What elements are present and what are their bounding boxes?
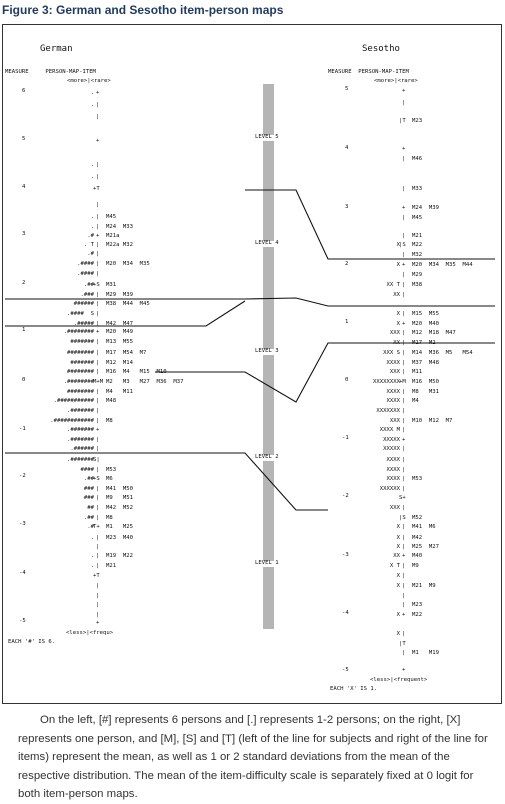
german-measure-tick: -1 <box>19 426 26 432</box>
person-marks: ### <box>83 486 94 492</box>
scale-separator: | <box>96 251 100 257</box>
item-labels: M8 <box>106 418 113 424</box>
person-marks: XXXX <box>386 457 400 463</box>
scale-separator: + <box>402 262 406 268</box>
level-label-2: LEVEL 2 <box>255 454 279 460</box>
sesotho-footer: EACH 'X' IS 1. <box>330 686 378 692</box>
person-marks: ### <box>83 495 94 501</box>
scale-separator: | <box>96 114 100 120</box>
person-marks: . <box>90 553 94 559</box>
scale-separator: | <box>402 573 406 579</box>
item-labels: M12 M18 M47 <box>412 330 456 336</box>
scale-separator: | <box>402 593 406 599</box>
person-marks: ######## <box>67 389 94 395</box>
scale-separator: | <box>402 215 406 221</box>
scale-separator: | <box>402 476 406 482</box>
sesotho-measure-tick: 1 <box>345 319 349 325</box>
scale-separator: | <box>402 340 406 346</box>
item-labels: M46 <box>412 156 423 162</box>
person-marks: XXXXX <box>383 446 400 452</box>
item-labels: M22a M32 <box>106 242 133 248</box>
sesotho-measure-tick: -4 <box>342 610 349 616</box>
sesotho-measure-tick: -1 <box>342 435 349 441</box>
person-marks: X <box>396 321 400 327</box>
person-marks: ####### <box>70 339 94 345</box>
scale-separator: | <box>96 301 100 307</box>
scale-separator: |S <box>399 242 406 248</box>
figure-title: Figure 3: German and Sesotho item-person maps <box>2 3 284 17</box>
person-marks: XX <box>393 292 400 298</box>
person-marks: XX <box>393 340 400 346</box>
scale-separator: | <box>402 544 406 550</box>
scale-separator: | <box>96 321 100 327</box>
item-labels: M8 M31 <box>412 389 439 395</box>
person-marks: XXX <box>389 330 400 336</box>
person-marks: .########### <box>53 398 94 404</box>
person-marks: . <box>90 535 94 541</box>
scale-separator: | <box>402 583 406 589</box>
item-labels: M9 <box>412 563 419 569</box>
scale-separator: | <box>402 272 406 278</box>
scale-separator: | <box>402 233 406 239</box>
scale-separator: +T <box>93 186 100 192</box>
scale-separator: + <box>96 427 100 433</box>
person-marks: .#### S <box>67 311 94 317</box>
sesotho-measure-tick: 5 <box>345 86 349 92</box>
scale-separator: | <box>402 467 406 473</box>
item-labels: M1 M19 <box>412 650 439 656</box>
item-labels: M29 M39 <box>106 292 133 298</box>
scale-separator: +T <box>93 573 100 579</box>
scale-separator: | <box>402 505 406 511</box>
item-labels: M13 M55 <box>106 339 133 345</box>
item-labels: M20 M49 <box>106 329 133 335</box>
scale-separator: | <box>96 292 100 298</box>
person-marks: .#### <box>77 271 94 277</box>
scale-separator: + <box>402 321 406 327</box>
person-marks: X <box>396 535 400 541</box>
scale-separator: | <box>402 252 406 258</box>
item-labels: M12 M14 <box>106 360 133 366</box>
scale-separator: |T <box>399 118 406 124</box>
person-marks: .## <box>83 515 94 521</box>
scale-separator: M+M <box>93 379 104 385</box>
item-labels: M41 M50 <box>106 486 133 492</box>
person-marks: .## <box>83 476 94 482</box>
item-labels: M21 <box>412 233 423 239</box>
scale-separator: | <box>402 535 406 541</box>
person-marks: .###### <box>70 446 94 452</box>
sesotho-measure-tick: 2 <box>345 261 349 267</box>
scale-separator: | <box>96 389 100 395</box>
item-labels: M20 M40 <box>412 321 439 327</box>
item-labels: M38 <box>412 282 423 288</box>
scale-separator: | <box>402 369 406 375</box>
person-marks: XXXX <box>386 467 400 473</box>
scale-separator: + <box>402 667 406 673</box>
person-marks: .####### <box>67 408 94 414</box>
german-measure-tick: 2 <box>22 280 26 286</box>
scale-separator: | <box>96 583 100 589</box>
scale-separator: | <box>96 602 100 608</box>
person-marks: XXXXXXX <box>376 408 400 414</box>
scale-separator: | <box>96 261 100 267</box>
item-labels: M21a <box>106 233 120 239</box>
item-labels: M22 <box>412 612 423 618</box>
scale-separator: + <box>402 88 406 94</box>
person-marks: .## <box>83 282 94 288</box>
person-marks: .####### <box>67 457 94 463</box>
scale-separator: | <box>96 162 100 168</box>
german-measure-tick: 1 <box>22 327 26 333</box>
scale-separator: | <box>96 202 100 208</box>
scale-separator: | <box>96 350 100 356</box>
person-marks: ## <box>87 505 94 511</box>
item-labels: M9 M51 <box>106 495 133 501</box>
sesotho-measure-tick: 3 <box>345 204 349 210</box>
sesotho-bottom-header: <less>|<frequent> <box>370 677 428 683</box>
person-marks: X <box>396 524 400 530</box>
scale-separator: | <box>96 515 100 521</box>
item-labels: M38 M44 M45 <box>106 301 150 307</box>
scale-separator: | <box>402 282 406 288</box>
person-marks: . <box>90 174 94 180</box>
person-marks: .# <box>87 251 94 257</box>
scale-separator: | <box>96 505 100 511</box>
level-label-3: LEVEL 3 <box>255 348 279 354</box>
person-marks: ######## <box>67 350 94 356</box>
person-marks: XXXX M <box>379 427 400 433</box>
scale-separator: | <box>96 369 100 375</box>
level-label-1: LEVEL 1 <box>255 560 279 566</box>
scale-separator: | <box>402 563 406 569</box>
person-marks: ###### <box>73 301 94 307</box>
item-labels: M33 <box>412 186 423 192</box>
german-measure-tick: 3 <box>22 231 26 237</box>
scale-separator: | <box>402 650 406 656</box>
item-labels: M45 <box>412 215 423 221</box>
scale-separator: +S <box>93 476 100 482</box>
person-marks: XXXX <box>386 360 400 366</box>
person-marks: .####### <box>67 437 94 443</box>
scale-separator: | <box>402 427 406 433</box>
scale-separator: | <box>402 486 406 492</box>
scale-separator: | <box>402 398 406 404</box>
item-labels: M31 <box>106 282 117 288</box>
german-measure-tick: -5 <box>19 618 26 624</box>
scale-separator: | <box>96 271 100 277</box>
german-measure-tick: 4 <box>22 184 26 190</box>
scale-separator: | <box>96 418 100 424</box>
item-labels: M21 M9 <box>412 583 436 589</box>
sesotho-measure-tick: 0 <box>345 377 349 383</box>
scale-separator: | <box>96 360 100 366</box>
german-bottom-header: <less>|<frequ> <box>66 630 114 636</box>
person-marks: XXX <box>389 418 400 424</box>
caption-paragraph: On the left, [#] represents 6 persons and [.] represents 1-2 persons; on the right, [X] represents one person, and [M], [S] and [T] (left of the line for subjects and right of the line for items) represent the mean, as well as 1 or 2 standard deviations from the mean of the respective distribution. The mean of the item-difficulty scale is separately fixed at 0 logit for both item-person maps. <box>18 714 488 800</box>
scale-separator: | <box>96 224 100 230</box>
person-marks: X <box>396 262 400 268</box>
scale-separator: | <box>96 408 100 414</box>
person-marks: X <box>396 311 400 317</box>
scale-separator: | <box>96 174 100 180</box>
item-labels: M25 M27 <box>412 544 439 550</box>
person-marks: XX T <box>386 282 400 288</box>
person-marks: ####### <box>70 360 94 366</box>
person-marks: . <box>90 90 94 96</box>
german-footer: EACH '#' IS 6. <box>8 639 56 645</box>
sesotho-measure-tick: -2 <box>342 493 349 499</box>
person-marks: .####### <box>67 427 94 433</box>
item-labels: M15 M55 <box>412 311 439 317</box>
person-marks: X <box>396 573 400 579</box>
person-marks: XXX <box>389 369 400 375</box>
person-marks: XXXX <box>386 476 400 482</box>
item-labels: M40 <box>412 553 423 559</box>
person-marks: .##### <box>73 321 94 327</box>
german-measure-tick: -2 <box>19 473 26 479</box>
item-labels: M17 M54 M7 <box>106 350 147 356</box>
person-marks: XXX S <box>383 350 400 356</box>
german-measure-tick: 0 <box>22 377 26 383</box>
scale-separator: | <box>402 292 406 298</box>
scale-separator: +S <box>93 282 100 288</box>
item-labels: M23 <box>412 602 423 608</box>
item-labels: M24 M33 <box>106 224 133 230</box>
item-labels: M32 <box>412 252 423 258</box>
person-marks: . <box>90 162 94 168</box>
item-labels: M24 M39 <box>412 205 439 211</box>
scale-separator: +M <box>399 379 406 385</box>
person-marks: #### <box>80 467 94 473</box>
german-sub-header: <more>|<rare> <box>67 78 111 84</box>
person-marks: X <box>396 583 400 589</box>
center-scale-bar <box>263 84 274 629</box>
item-labels: M14 M36 M5 M54 <box>412 350 473 356</box>
sesotho-map-title: Sesotho <box>362 44 400 54</box>
person-marks: XXXXXX <box>379 486 400 492</box>
german-measure-tick: 6 <box>22 88 26 94</box>
scale-separator: | <box>96 553 100 559</box>
item-labels: M8 <box>106 515 113 521</box>
item-labels: M20 M34 M35 M44 <box>412 262 473 268</box>
person-marks: X <box>396 242 400 248</box>
scale-separator: | <box>96 437 100 443</box>
sesotho-col-header: MEASURE PERSON-MAP-ITEM <box>328 69 409 75</box>
scale-separator: | <box>402 457 406 463</box>
person-marks: XX <box>393 553 400 559</box>
scale-separator: T+ <box>93 524 100 530</box>
scale-separator: | <box>402 330 406 336</box>
person-marks: X <box>396 544 400 550</box>
german-col-header: MEASURE PERSON-MAP-ITEM <box>5 69 96 75</box>
scale-separator: + <box>402 146 406 152</box>
item-labels: M53 <box>412 476 423 482</box>
sesotho-measure-tick: -3 <box>342 552 349 558</box>
german-measure-tick: -3 <box>19 521 26 527</box>
item-labels: M29 <box>412 272 423 278</box>
scale-separator: + <box>96 233 100 239</box>
person-marks: .# <box>87 524 94 530</box>
scale-separator: | <box>402 186 406 192</box>
scale-separator: | <box>96 535 100 541</box>
person-marks: .# <box>87 233 94 239</box>
scale-separator: |T <box>399 641 406 647</box>
sesotho-measure-tick: -5 <box>342 667 349 673</box>
scale-separator: | <box>402 418 406 424</box>
item-labels: M37 M48 <box>412 360 439 366</box>
item-labels: M41 M6 <box>412 524 436 530</box>
scale-separator: | <box>96 544 100 550</box>
person-marks: .######## <box>63 379 94 385</box>
person-marks: .############ <box>50 418 94 424</box>
scale-separator: + <box>402 437 406 443</box>
scale-separator: + <box>96 138 100 144</box>
item-labels: M16 M50 <box>412 379 439 385</box>
person-marks: . <box>90 224 94 230</box>
item-labels: M45 <box>106 214 117 220</box>
item-labels: M11 <box>412 369 423 375</box>
item-labels: M23 <box>412 118 423 124</box>
scale-separator: | <box>96 612 100 618</box>
scale-separator: | <box>402 311 406 317</box>
item-labels: M48 <box>106 398 117 404</box>
scale-separator: | <box>96 242 100 248</box>
scale-separator: | <box>402 446 406 452</box>
person-marks: . <box>90 102 94 108</box>
scale-separator: | <box>96 563 100 569</box>
item-labels: M21 <box>106 563 117 569</box>
person-marks: XXXXXXXX <box>373 379 400 385</box>
scale-separator: + <box>96 620 100 626</box>
level-label-4: LEVEL 4 <box>255 240 279 246</box>
item-labels: M6 <box>106 476 113 482</box>
person-marks: .#### <box>77 261 94 267</box>
item-labels: M1 M25 <box>106 524 133 530</box>
item-labels: M4 <box>412 398 419 404</box>
scale-separator: + <box>96 90 100 96</box>
scale-separator: S| <box>93 457 100 463</box>
scale-separator: + <box>402 553 406 559</box>
scale-separator: | <box>402 524 406 530</box>
figure-caption <box>18 711 496 804</box>
person-marks: . T <box>83 242 94 248</box>
scale-separator: + <box>402 205 406 211</box>
item-labels: M53 <box>106 467 117 473</box>
sesotho-sub-header: <more>|<rare> <box>374 78 418 84</box>
scale-separator: | <box>402 156 406 162</box>
person-marks: . <box>90 563 94 569</box>
person-marks: X T <box>389 563 400 569</box>
item-labels: M22 <box>412 242 423 248</box>
scale-separator: | <box>96 339 100 345</box>
person-marks: . <box>90 214 94 220</box>
scale-separator: S+ <box>399 495 406 501</box>
scale-separator: | <box>402 389 406 395</box>
scale-separator: | <box>402 100 406 106</box>
scale-separator: | <box>96 486 100 492</box>
scale-separator: | <box>402 408 406 414</box>
scale-separator: + <box>96 329 100 335</box>
scale-separator: | <box>96 446 100 452</box>
item-labels: M17 M2 <box>412 340 436 346</box>
boundary-line-2-1 <box>5 453 328 510</box>
german-measure-tick: -4 <box>19 570 26 576</box>
scale-separator: |S <box>399 515 406 521</box>
item-labels: M42 M52 <box>106 505 133 511</box>
person-marks: ######## <box>67 369 94 375</box>
german-measure-tick: 5 <box>22 136 26 142</box>
scale-separator: | <box>96 214 100 220</box>
scale-separator: + <box>402 612 406 618</box>
item-labels: M42 M47 <box>106 321 133 327</box>
scale-separator: | <box>96 593 100 599</box>
scale-separator: | <box>402 360 406 366</box>
person-marks: XXXX <box>386 398 400 404</box>
item-labels: M16 M4 M15 M10 <box>106 369 167 375</box>
sesotho-measure-tick: 4 <box>345 145 349 151</box>
boundary-line-5-4 <box>245 190 495 259</box>
person-marks: XXXX <box>386 389 400 395</box>
german-map-title: German <box>40 44 73 54</box>
item-labels: M42 <box>412 535 423 541</box>
scale-separator: | <box>402 602 406 608</box>
scale-separator: | <box>96 398 100 404</box>
person-marks: .######## <box>63 329 94 335</box>
scale-separator: | <box>402 631 406 637</box>
scale-separator: | <box>96 102 100 108</box>
scale-separator: | <box>402 350 406 356</box>
scale-separator: | <box>96 495 100 501</box>
item-labels: M19 M22 <box>106 553 133 559</box>
person-marks: X <box>396 631 400 637</box>
item-labels: M4 M11 <box>106 389 133 395</box>
person-marks: .### <box>80 292 94 298</box>
scale-separator: | <box>96 311 100 317</box>
item-labels: M20 M34 M35 <box>106 261 150 267</box>
person-marks: XXX <box>389 505 400 511</box>
item-labels: M52 <box>412 515 423 521</box>
item-labels: M10 M12 M7 <box>412 418 453 424</box>
item-labels: M23 M40 <box>106 535 133 541</box>
person-marks: XXXXX <box>383 437 400 443</box>
item-labels: M2 M3 M27 M36 M37 <box>106 379 184 385</box>
person-marks: X <box>396 612 400 618</box>
scale-separator: | <box>96 467 100 473</box>
level-label-5: LEVEL 5 <box>255 134 279 140</box>
